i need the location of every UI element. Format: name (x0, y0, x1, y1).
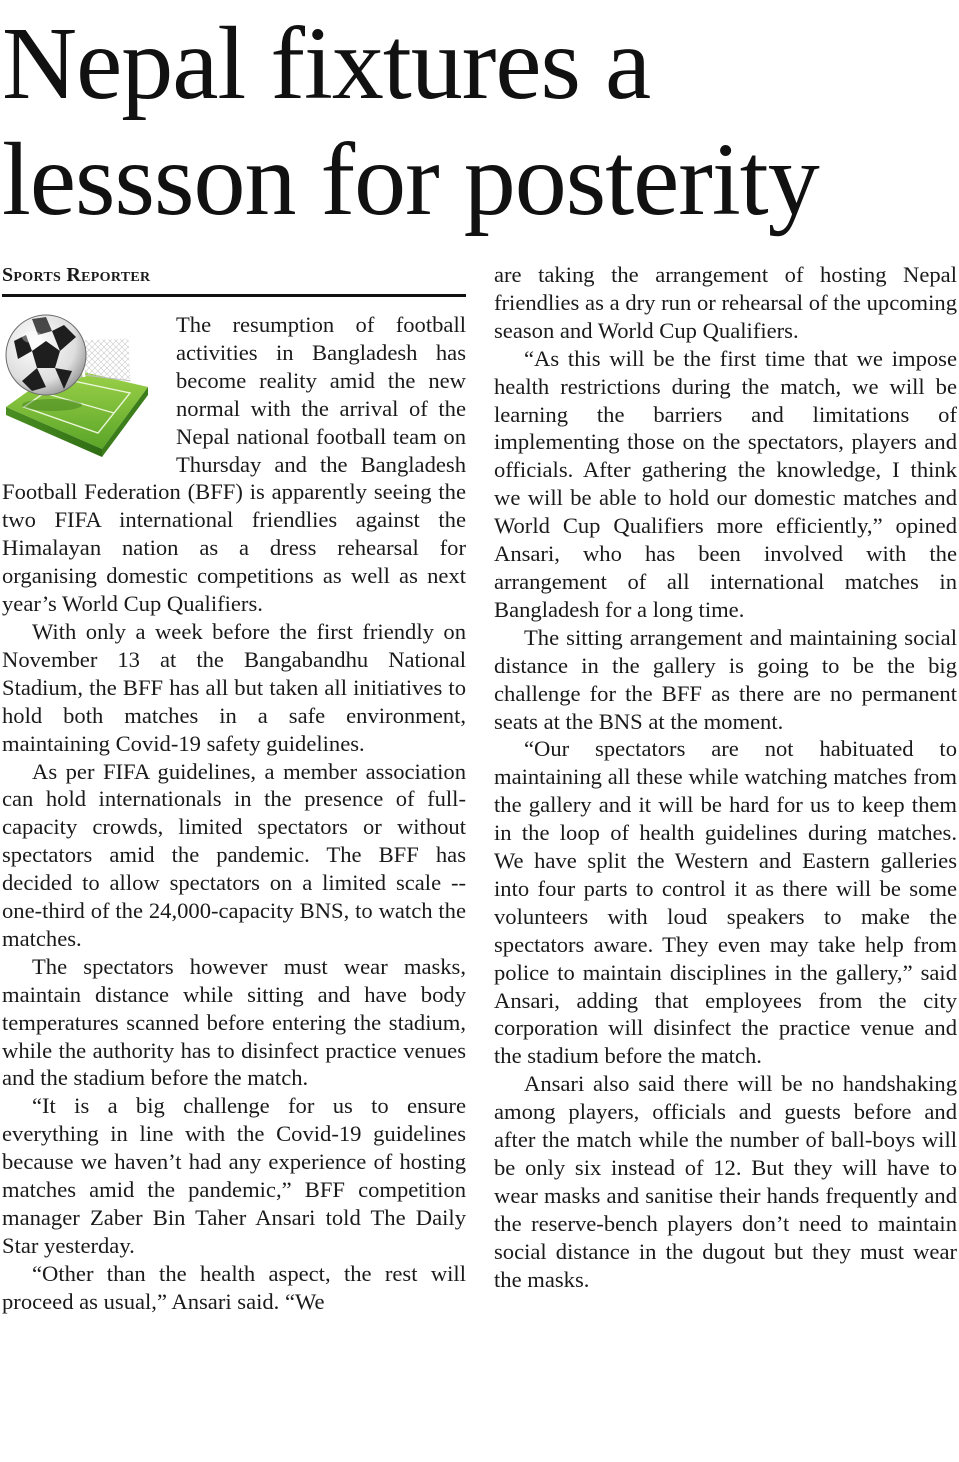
paragraph: “As this will be the first time that we impose health restrictions during the match, we will be learning the barriers and limitations of implementing those on the spectators, players and officials. After gathering the knowledge, I think we will be able to hold our domestic matches and World Cup Qualifiers more efficiently,” opined Ansari, who has been involved with the arrangement of all international matches in Bangladesh for a long time. (494, 345, 957, 622)
paragraph: The sitting arrangement and maintaining social distance in the gallery is going to be the big challenge for the BFF as there are no permanent seats at the BNS at the moment. (494, 624, 957, 734)
article-column-left (2, 311, 466, 1316)
paragraph: The resumption of football activities in Bangladesh has become reality amid the new normal with the arrival of the Nepal national football team on Thursday and the Bangladesh Football Federation (BFF) is apparently seeing the two FIFA international friendlies against the Himalayan nation as a dress rehearsal for organising domestic competitions as well as next year’s World Cup Qualifiers. (2, 312, 466, 617)
paragraph: “Our spectators are not habituated to maintaining all these while watching matches from the gallery and it will be hard for us to keep them in the loop of health guidelines during matches. We have split the Western and Eastern galleries into four parts to control it as there will be some volunteers with loud speakers to make the spectators aware. They even may take help from police to maintain disciplines in the gallery,” said Ansari, adding that employees from the city corporation will disinfect the practice venue and the stadium before the match. (494, 736, 957, 1069)
paragraph: are taking the arrangement of hosting Nepal friendlies as a dry run or rehearsal of the upcoming season and World Cup Qualifiers. (494, 262, 957, 343)
paragraph: “It is a big challenge for us to ensure everything in line with the Covid-19 guidelines because we haven’t had any experience of hosting matches amid the pandemic,” BFF competition manager Zaber Bin Taher Ansari told The Daily Star yesterday. (2, 1093, 466, 1258)
article-headline: Nepal fixtures a lessson for posterity (2, 6, 819, 237)
paragraph: “Other than the health aspect, the rest will proceed as usual,” Ansari said. “We (2, 1260, 466, 1314)
article-column-right (494, 261, 957, 1294)
football-illustration-icon (2, 311, 152, 461)
byline-divider (2, 294, 466, 297)
paragraph: As per FIFA guidelines, a member association can hold internationals in the presence of full-capacity crowds, limited spectators or without spectators amid the pandemic. The BFF has decided to allow spectators on a limited scale -- one-third of the 24,000-capacity BNS, to watch the matches. (2, 758, 466, 951)
paragraph: Ansari also said there will be no handshaking among players, officials and guests before and after the match while the number of ball-boys will be only six instead of 12. But they will have to wear masks and sanitise their hands frequently and the reserve-bench players don’t need to maintain social distance in the dugout but they must wear the masks. (494, 1071, 957, 1292)
byline: Sports Reporter (2, 264, 151, 286)
paragraph: With only a week before the first friendly on November 13 at the Bangabandhu National Stadium, the BFF has all but taken all initiatives to hold both matches in a safe environment, maintaining Covid-19 safety guidelines. (2, 618, 466, 756)
paragraph: The spectators however must wear masks, maintain distance while sitting and have body temperatures scanned before entering the stadium, while the authority has to disinfect practice venues and the stadium before the match. (2, 953, 466, 1091)
